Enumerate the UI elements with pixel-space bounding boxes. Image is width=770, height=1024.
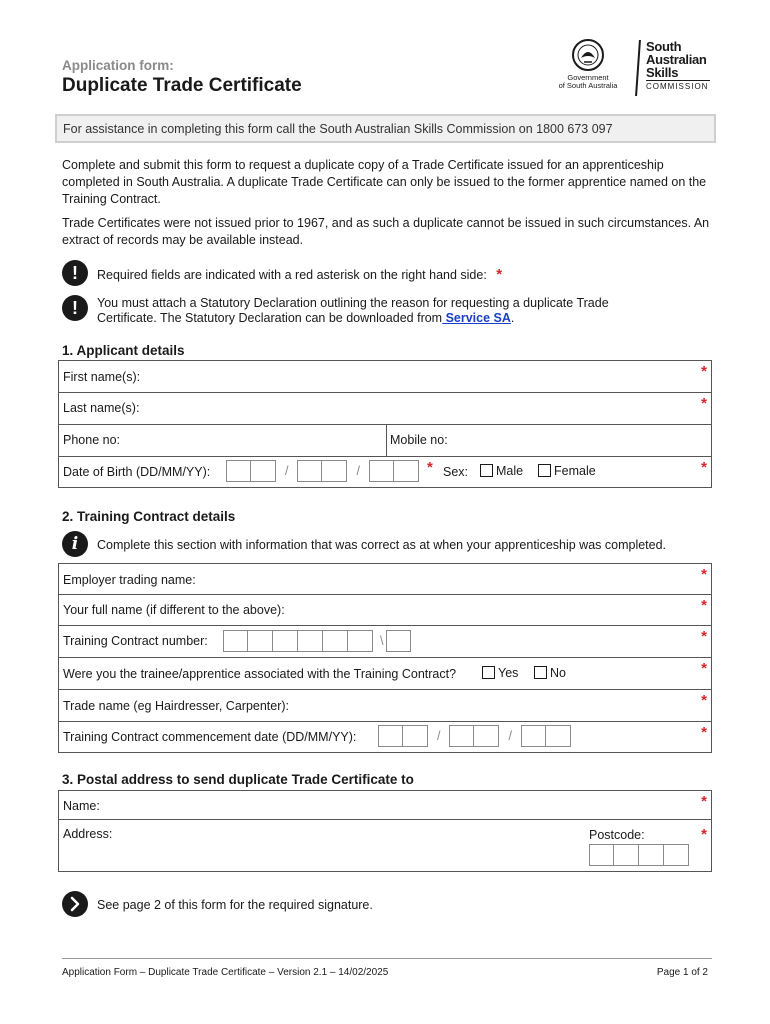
section-2-info: Complete this section with information that was correct as at when your apprenticeship was completed. <box>97 538 667 552</box>
gov-logo-line1: Government <box>567 73 609 82</box>
female-label: Female <box>554 464 596 478</box>
address-label: Address: <box>63 827 113 841</box>
mobile-label: Mobile no: <box>390 433 448 447</box>
commencement-month-boxes[interactable] <box>449 725 499 747</box>
contract-check-box[interactable] <box>386 630 411 652</box>
required-asterisk: * <box>701 826 707 843</box>
gov-logo-line2: of South Australia <box>558 81 618 90</box>
address-row <box>58 820 712 872</box>
male-label: Male <box>496 464 524 478</box>
yes-checkbox[interactable] <box>482 666 495 679</box>
first-name-row[interactable] <box>58 360 712 393</box>
exclamation-icon: ! <box>62 295 88 321</box>
date-separator: / <box>285 464 289 478</box>
full-name-row[interactable] <box>58 595 712 626</box>
attach-note-line1: You must attach a Statutory Declaration outlining the reason for requesting a duplicate Trade <box>97 296 609 310</box>
crest-icon <box>571 38 605 72</box>
page-title: Duplicate Trade Certificate <box>62 75 302 96</box>
male-checkbox[interactable] <box>480 464 493 477</box>
signature-note: See page 2 of this form for the required signature. <box>97 898 373 912</box>
first-name-label: First name(s): <box>63 370 141 384</box>
contract-number-row <box>58 626 712 658</box>
full-name-label: Your full name (if different to the above): <box>63 603 285 617</box>
required-asterisk: * <box>701 459 707 476</box>
phone-row <box>58 425 712 457</box>
required-asterisk: * <box>701 566 707 583</box>
required-asterisk: * <box>701 660 707 677</box>
contract-number-label: Training Contract number: <box>63 634 208 648</box>
no-checkbox[interactable] <box>534 666 547 679</box>
associated-row <box>58 658 712 690</box>
required-asterisk: * <box>701 724 707 741</box>
required-asterisk: * <box>701 628 707 645</box>
sasc-logo-line3: Skills <box>646 65 679 80</box>
contract-number-boxes[interactable] <box>223 630 373 652</box>
required-asterisk: * <box>701 692 707 709</box>
dob-year-boxes[interactable] <box>369 460 419 482</box>
last-name-label: Last name(s): <box>63 401 140 415</box>
employer-row[interactable] <box>58 563 712 595</box>
section-1-title: 1. Applicant details <box>62 343 185 358</box>
assistance-text: For assistance in completing this form call the South Australian Skills Commission on 1800 673 097 <box>63 122 613 136</box>
page-number: Page 1 of 2 <box>656 967 708 978</box>
last-name-row[interactable] <box>58 393 712 425</box>
dob-row <box>58 457 712 488</box>
associated-label: Were you the trainee/apprentice associated with the Training Contract? <box>63 667 457 681</box>
dob-label: Date of Birth (DD/MM/YY): <box>63 465 211 479</box>
exclamation-icon: ! <box>62 260 88 286</box>
date-separator: / <box>356 464 360 478</box>
yes-label: Yes <box>498 666 519 680</box>
sasc-logo-line4: COMMISSION <box>646 82 709 91</box>
postcode-label: Postcode: <box>589 828 645 842</box>
info-icon: i <box>62 531 88 557</box>
required-asterisk: * <box>496 266 503 283</box>
commencement-row <box>58 722 712 753</box>
assistance-box <box>55 114 716 143</box>
phone-field[interactable] <box>59 425 386 456</box>
required-asterisk: * <box>701 363 707 380</box>
chevron-right-icon <box>62 891 88 917</box>
required-asterisk: * <box>701 597 707 614</box>
government-logo <box>552 38 624 92</box>
address-field[interactable] <box>59 820 579 871</box>
mobile-field[interactable] <box>387 425 712 456</box>
attach-note-line2: Certificate. The Statutory Declaration can be downloaded from <box>97 311 443 325</box>
section-3-title: 3. Postal address to send duplicate Trade Certificate to <box>62 772 414 787</box>
attach-note-period: . <box>510 311 515 325</box>
date-separator: / <box>437 729 441 743</box>
intro-paragraph-2: Trade Certificates were not issued prior to 1967, and as such a duplicate cannot be issued in such circumstances. An extract of records may be available instead. <box>62 216 710 247</box>
trade-name-row[interactable] <box>58 690 712 722</box>
trade-name-label: Trade name (eg Hairdresser, Carpenter): <box>63 699 290 713</box>
dob-day-boxes[interactable] <box>226 460 276 482</box>
commencement-day-boxes[interactable] <box>378 725 428 747</box>
required-asterisk: * <box>701 793 707 810</box>
postal-name-label: Name: <box>63 799 100 813</box>
required-note: Required fields are indicated with a red asterisk on the right hand side: <box>97 268 487 282</box>
sasc-logo-line2: Australian <box>646 52 707 67</box>
section-2-title: 2. Training Contract details <box>62 509 236 524</box>
postal-name-row[interactable] <box>58 790 712 820</box>
sasc-logo-bar <box>635 40 641 96</box>
commencement-label: Training Contract commencement date (DD/MM/YY): <box>63 730 357 744</box>
footer-divider <box>62 958 712 959</box>
phone-label: Phone no: <box>63 433 120 447</box>
dob-month-boxes[interactable] <box>297 460 347 482</box>
service-sa-link[interactable]: Service SA <box>442 311 511 325</box>
employer-label: Employer trading name: <box>63 573 196 587</box>
postcode-boxes[interactable] <box>589 844 689 866</box>
intro-paragraph-1: Complete and submit this form to request a duplicate copy of a Trade Certificate issued for an apprenticeship completed in South Australia. A duplicate Trade Certificate can only be issued to the former apprentice named on the Training Contract. <box>62 158 707 206</box>
sasc-logo <box>632 40 722 100</box>
female-checkbox[interactable] <box>538 464 551 477</box>
required-asterisk: * <box>701 395 707 412</box>
date-separator: / <box>508 729 512 743</box>
required-asterisk: * <box>427 459 433 476</box>
sasc-logo-line1: South <box>646 39 682 54</box>
sex-label: Sex: <box>443 465 469 479</box>
commencement-year-boxes[interactable] <box>521 725 571 747</box>
footer-version: Application Form – Duplicate Trade Certificate – Version 2.1 – 14/02/2025 <box>62 967 389 978</box>
form-subtitle: Application form: <box>62 58 174 73</box>
contract-separator: \ <box>380 634 384 648</box>
no-label: No <box>550 666 566 680</box>
